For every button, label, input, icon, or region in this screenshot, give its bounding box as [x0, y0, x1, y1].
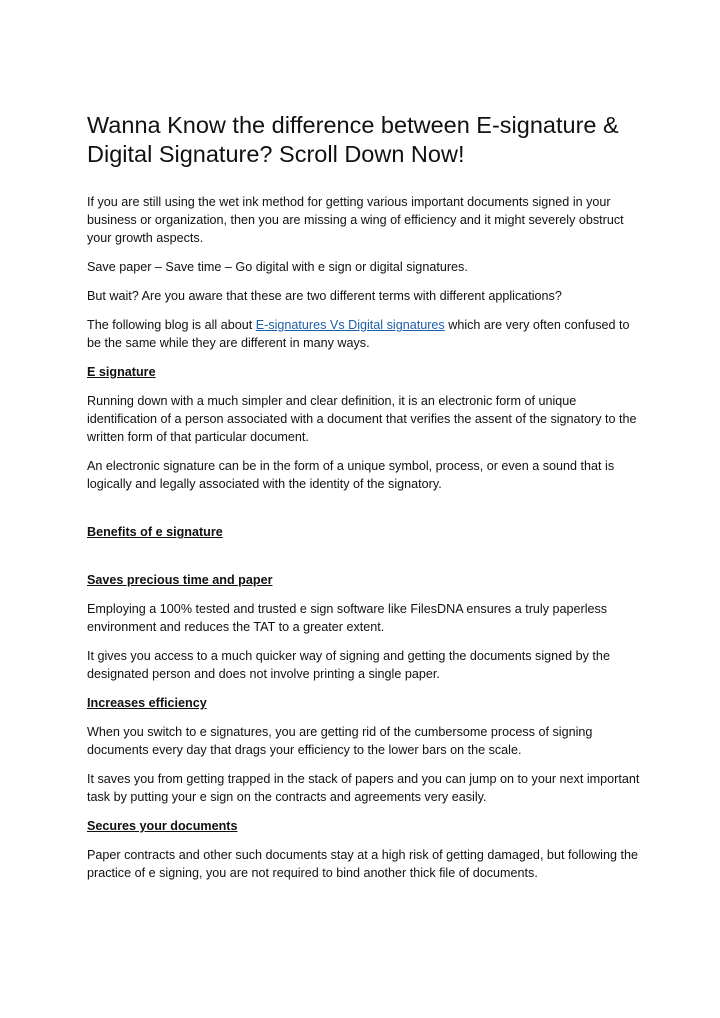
benefits-heading: Benefits of e signature — [87, 525, 223, 539]
blog-paragraph — [87, 316, 640, 352]
esignature-forms-paragraph: An electronic signature can be in the form of a unique symbol, process, or even a sound that is logically and legally associated with the identity of the signatory. — [87, 459, 615, 491]
esignatures-vs-digital-link[interactable]: E-signatures Vs Digital signatures — [255, 318, 445, 332]
question-paragraph: But wait? Are you aware that these are two different terms with different applications? — [87, 289, 562, 303]
esignature-definition-paragraph: Running down with a much simpler and clear definition, it is an electronic form of unique identification of a person associated with a document that verifies the assent of the signatory to the written form of that particular document. — [87, 394, 637, 444]
document-title: Wanna Know the difference between E-signature & Digital Signature? Scroll Down Now! — [87, 112, 619, 167]
secures-documents-paragraph: Paper contracts and other such documents stay at a high risk of getting damaged, but following the practice of e signing, you are not required to bind another thick file of documents. — [87, 848, 638, 880]
efficiency-paragraph-2: It saves you from getting trapped in the stack of papers and you can jump on to your next important task by putting your e sign on the contracts and agreements very easily. — [87, 772, 640, 804]
saves-time-heading: Saves precious time and paper — [87, 573, 273, 587]
saves-time-paragraph-2: It gives you access to a much quicker way of signing and getting the documents signed by the designated person and does not involve printing a single paper. — [87, 649, 610, 681]
blog-text-after: which are very often confused to be the same while they are different in many ways. — [87, 318, 630, 350]
intro-paragraph: If you are still using the wet ink method for getting various important documents signed in your business or organization, then you are missing a wing of efficiency and it might severely obstruct your growth aspects. — [87, 195, 624, 245]
secures-documents-heading: Secures your documents — [87, 819, 238, 833]
saves-time-paragraph-1: Employing a 100% tested and trusted e sign software like FilesDNA ensures a truly paperless environment and reduces the TAT to a greater extent. — [87, 602, 608, 634]
esignature-heading: E signature — [87, 365, 156, 379]
blog-text-before: The following blog is all about — [87, 318, 256, 332]
increases-efficiency-heading: Increases efficiency — [87, 696, 207, 710]
efficiency-paragraph-1: When you switch to e signatures, you are getting rid of the cumbersome process of signing documents every day that drags your efficiency to the lower bars on the scale. — [87, 725, 593, 757]
tagline-paragraph: Save paper – Save time – Go digital with e sign or digital signatures. — [87, 260, 468, 274]
